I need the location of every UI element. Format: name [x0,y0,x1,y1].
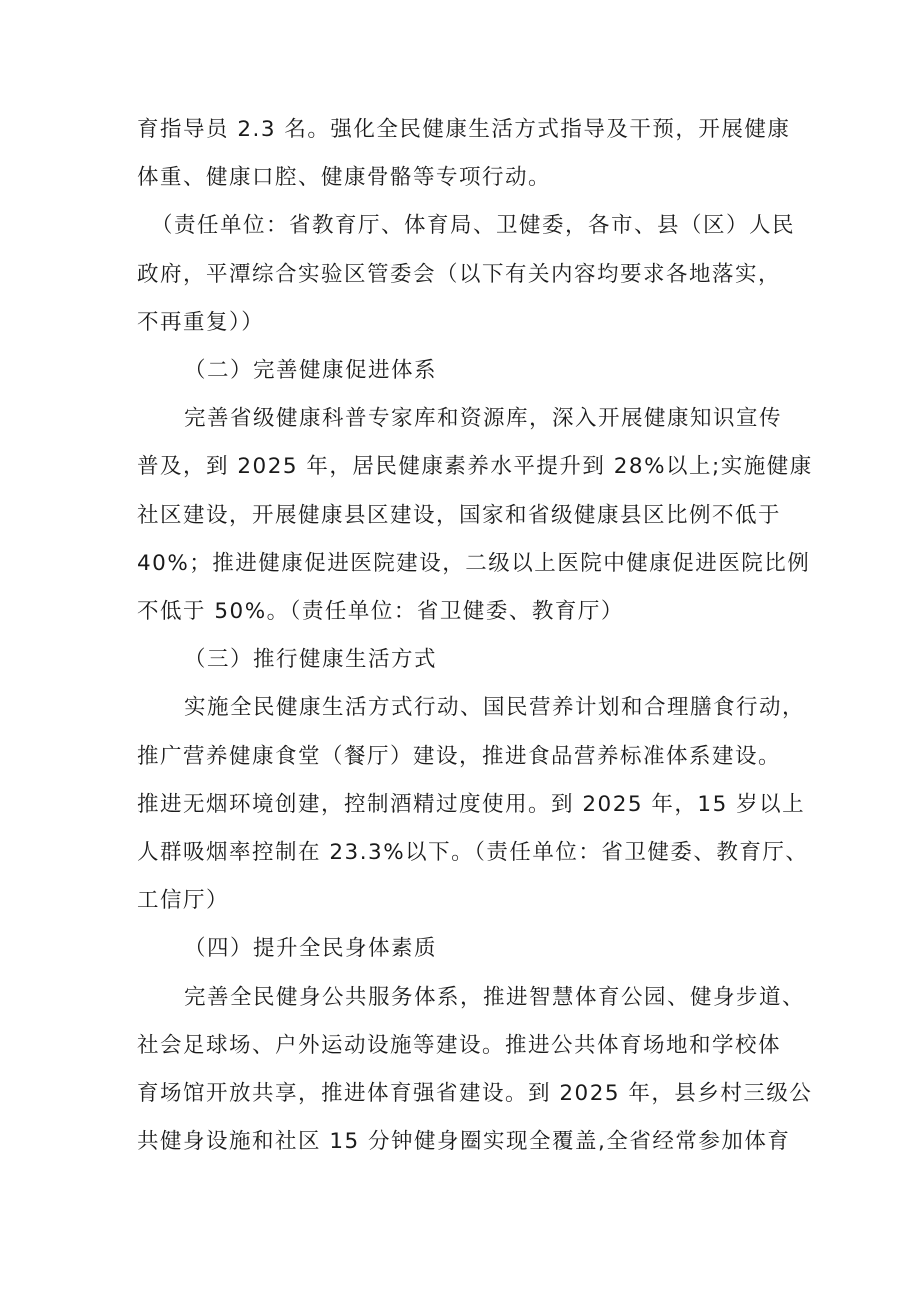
text-line-8: 普及，到 2025 年，居民健康素养水平提升到 28%以上;实施健康 [137,454,813,479]
text-line-16: 人群吸烟率控制在 23.3%以下。（责任单位：省卫健委、教育厅、 [137,840,809,865]
text-line-17: 工信厅） [137,888,230,913]
text-line-15: 推进无烟环境创建，控制酒精过度使用。到 2025 年，15 岁以上 [137,792,806,817]
section-heading-4: （四）提升全民身体素质 [184,936,438,961]
text-line-11: 不低于 50%。（责任单位：省卫健委、教育厅） [137,599,624,624]
section-heading-2: （二）完善健康促进体系 [184,358,438,383]
text-line-9: 社区建设，开展健康县区建设，国家和省级健康县区比例不低于 [137,503,782,528]
text-line-1: 育指导员 2.3 名。强化全民健康生活方式指导及干预，开展健康 [137,117,791,142]
text-line-13: 实施全民健康生活方式行动、国民营养计划和合理膳食行动， [184,695,806,720]
section-heading-3: （三）推行健康生活方式 [184,647,438,672]
text-line-3: （责任单位：省教育厅、体育局、卫健委，各市、县（区）人民 [151,213,796,238]
text-line-20: 社会足球场、户外运动设施等建设。推进公共体育场地和学校体 [137,1033,782,1058]
text-line-2: 体重、健康口腔、健康骨骼等专项行动。 [137,165,552,190]
text-line-21: 育场馆开放共享，推进体育强省建设。到 2025 年，县乡村三级公 [137,1081,813,1106]
text-line-14: 推广营养健康食堂（餐厅）建设，推进食品营养标准体系建设。 [137,744,782,769]
text-line-22: 共健身设施和社区 15 分钟健身圈实现全覆盖,全省经常参加体育 [137,1129,791,1154]
text-line-4: 政府，平潭综合实验区管委会（以下有关内容均要求各地落实， [137,262,782,287]
text-line-19: 完善全民健身公共服务体系，推进智慧体育公园、健身步道、 [184,985,806,1010]
text-line-5: 不再重复）） [137,310,265,335]
text-line-7: 完善省级健康科普专家库和资源库，深入开展健康知识宣传 [184,406,783,431]
text-line-10: 40%；推进健康促进医院建设，二级以上医院中健康促进医院比例 [137,551,811,576]
